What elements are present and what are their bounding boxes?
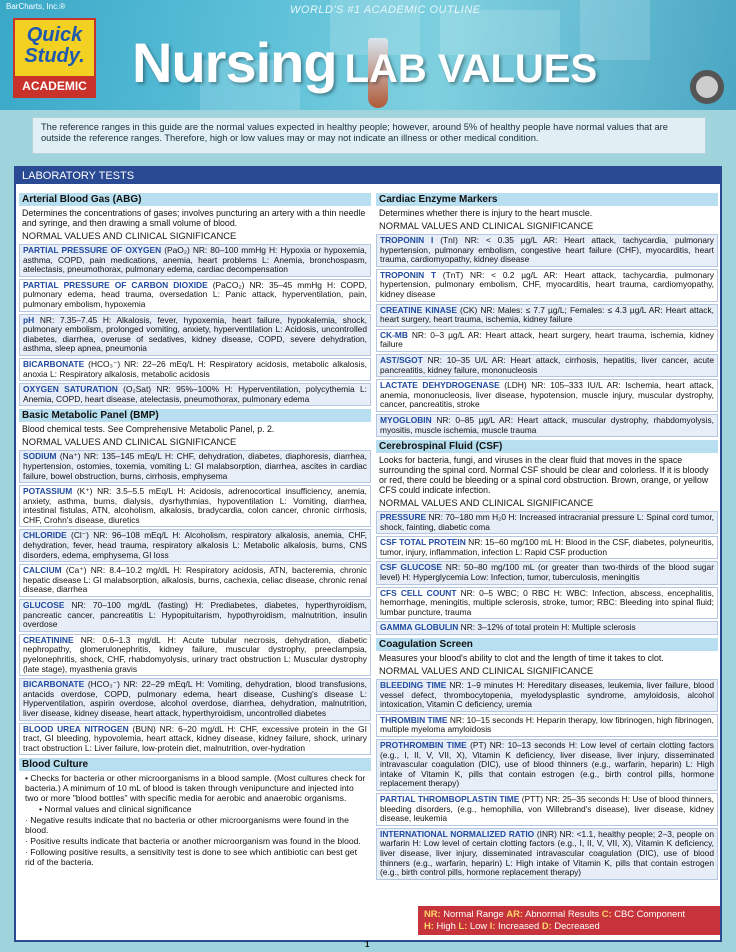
section-heading: Cerebrospinal Fluid (CSF) — [376, 440, 718, 453]
section-heading: Cardiac Enzyme Markers — [376, 193, 718, 206]
lab-value-entry — [376, 379, 718, 412]
test-values: (INR) NR: <1.1, healthy people; 2–3, people on warfarin H: Low level of certain clotting factors (e.g., I, II, V, VII, X), Vitamin K deficiency, liver disease, liver injury, disseminated intravascular coagulation (DIC), use of blood thinners (e.g., warfarin, heparin) L: High intake of Vitamin K, pills that contain estrogen (e.g., birth control pills, hormone replacement therapy) — [380, 828, 714, 878]
test-values: (PaO₂) NR: 80–100 mmHg H: Hypoxia or hypoxemia, asthma, COPD, pain medications, anemia, heart problems L: Anemia, bronchospasm, atelectasis, pneumothorax, pulmonary edema, cardiac decompensation — [23, 245, 367, 275]
right-sections — [376, 193, 718, 880]
quickstudy-logo — [13, 18, 96, 98]
lab-value-entry — [376, 536, 718, 559]
test-name: pH — [23, 314, 35, 325]
section-heading: Basic Metabolic Panel (BMP) — [19, 409, 371, 422]
test-values: (BUN) NR: 6–20 mg/dL H: CHF, excessive protein in the GI tract, GI bleeding, hypovolemia, heart attack, kidney disease, kidney failure, shock, urinary tract obstruction L: Liver failure, low-protein diet, malnutrition, over-hydration — [23, 723, 368, 753]
test-values: (PTT) NR: 25–35 seconds H: Use of blood thinners, bleeding disorders, (e.g., hemophilia, von Willebrand's disease), liver disease, kidney disease, leukemia — [380, 793, 714, 824]
legend-meaning: Decreased — [551, 920, 600, 931]
section-subheading: NORMAL VALUES AND CLINICAL SIGNIFICANCE — [22, 230, 237, 241]
test-name: CREATINE KINASE — [380, 304, 457, 315]
stethoscope-icon — [690, 70, 724, 104]
section-description: Blood chemical tests. See Comprehensive Metabolic Panel, p. 2. — [22, 424, 275, 435]
test-name: PROTHROMBIN TIME — [380, 740, 467, 750]
test-values: NR: 7.35–7.45 H: Alkalosis, fever, hypoxemia, heart failure, hypokalemia, shock, pulmonary embolism, prolonged vomiting, anxiety, hyperventilation L: Acidosis, uncontrolled diabetes, diarrhea, overuse of sedatives, kidney disease, COPD, severe dehydration, asthma, sleep apnea, pneumonia — [23, 314, 367, 354]
title-nursing: Nursing — [132, 31, 337, 94]
test-name: BICARBONATE — [23, 679, 85, 690]
legend-meaning: Increased — [495, 920, 542, 931]
lab-value-entry — [376, 511, 718, 534]
lab-value-entry — [376, 793, 718, 826]
blood-culture-item: • Normal values and clinical significance — [39, 804, 192, 815]
test-name: BLEEDING TIME — [380, 680, 447, 691]
lab-value-entry — [19, 529, 371, 562]
lab-value-entry — [376, 269, 718, 302]
section-description: Determines whether there is injury to the heart muscle. — [379, 208, 593, 218]
section-heading: Coagulation Screen — [376, 638, 718, 651]
lab-value-entry — [376, 414, 718, 437]
test-name: BLOOD UREA NITROGEN — [23, 723, 129, 734]
test-name: THROMBIN TIME — [380, 714, 448, 725]
lab-value-entry — [19, 678, 371, 720]
lab-value-entry — [376, 739, 718, 791]
lab-value-entry — [19, 314, 371, 356]
test-name: GLUCOSE — [23, 600, 65, 611]
test-values: NR: 10–35 U/L AR: Heart attack, cirrhosis, hepatitis, liver cancer, acute pancreatitis, kidney failure, mononucleosis — [380, 354, 714, 375]
test-name: PARTIAL PRESSURE OF CARBON DIOXIDE — [23, 279, 208, 290]
test-name: CSF TOTAL PROTEIN — [380, 537, 466, 548]
lab-value-entry — [19, 634, 371, 676]
test-values: (O₂Sat) NR: 95%–100% H: Hyperventilation, polycythemia L: Anemia, COPD, heart disease, atelectasis, pneumothorax, pulmonary edema — [23, 384, 367, 404]
legend-meaning: High — [433, 920, 459, 931]
page-title — [132, 30, 597, 95]
lab-value-entry — [19, 450, 371, 483]
blood-culture-item: · Following positive results, a sensitivity test is done to see which antibiotic can best get rid of the bacteria. — [25, 847, 357, 868]
header-banner — [0, 0, 736, 110]
test-values: NR: 3–12% of total protein H: Multiple sclerosis — [458, 622, 636, 633]
legend-abbr: I: — [489, 920, 496, 931]
test-name: GAMMA GLOBULIN — [380, 622, 459, 633]
lab-value-entry — [376, 304, 718, 327]
test-values: (Na⁺) NR: 135–145 mEq/L H: CHF, dehydration, diabetes, diaphoresis, diarrhea, hypertension, ostomies, toxemia, vomiting L: GI malabsorption, diarrhea, ascites in cardiac failure, bowel obstruction, burns, cirrhosis, emphysema — [23, 451, 367, 481]
test-name: CSF GLUCOSE — [380, 562, 442, 573]
test-name: AST/SGOT — [380, 354, 423, 365]
test-values: (LDH) NR: 105–333 IU/L AR: Ischemia, heart attack, anemia, mononucleosis, liver disease, hypotension, muscle injury, muscular dystrophy, cancer, pancreatitis, stroke — [380, 380, 714, 410]
title-lab-values: LAB VALUES — [344, 47, 598, 91]
section-heading: Arterial Blood Gas (ABG) — [19, 193, 371, 206]
legend-abbr: AR: — [506, 908, 523, 919]
test-name: CK-MB — [380, 329, 408, 340]
section-subheading: NORMAL VALUES AND CLINICAL SIGNIFICANCE — [22, 436, 237, 448]
test-name: CFS CELL COUNT — [380, 587, 457, 598]
test-values: NR: 0.6–1.3 mg/dL H: Acute tubular necrosis, dehydration, diabetic nephropathy, glomerulonephritis, kidney failure, muscular dystrophy, preeclampsia, pyelonephritis, shock, CHF, rhabdomyolysis, urinary tract obstruction L: Muscular dystrophy (late stage), myasthenia gravis — [23, 634, 367, 674]
lab-value-entry — [376, 329, 718, 352]
legend-abbr: H: — [424, 920, 434, 931]
blood-culture-item: · Positive results indicate that bacteria or another microorganism was found in the blood. — [25, 836, 361, 847]
test-name: POTASSIUM — [23, 486, 73, 497]
lab-value-entry — [19, 599, 371, 632]
section-description: Measures your blood's ability to clot and the length of time it takes to clot. — [379, 653, 664, 664]
test-values: (TnT) NR: < 0.2 µg/L AR: Heart attack, tachycardia, pulmonary hypertension, pulmonary embolism, CHF, myocarditis, heart trauma, cardiomyopathy, kidney disease — [380, 269, 714, 299]
test-values: (PT) NR: 10–13 seconds H: Low level of certain clotting factors (e.g., I, II, V, VII, X), Vitamin K deficiency, liver disease, liver injury, disseminated intravascular coagulation (DIC), use of blood thinners (e.g., warfarin, heparin) L: High intake of Vitamin K, pills that contain estrogen (e.g., birth control pills, hormone replacement therapy) — [380, 740, 714, 789]
test-values: NR: 10–15 seconds H: Heparin therapy, low fibrinogen, high fibrinogen, multiple myeloma amyloidosis — [380, 714, 714, 735]
legend-meaning: CBC Component — [611, 908, 686, 919]
legend-meaning: Low — [467, 920, 490, 931]
test-name: SODIUM — [23, 451, 57, 462]
lab-value-entry — [19, 244, 371, 277]
blood-culture-list — [19, 771, 371, 867]
lab-value-entry — [376, 354, 718, 377]
test-name: LACTATE DEHYDROGENASE — [380, 380, 500, 391]
legend-abbr: L: — [458, 920, 468, 931]
intro-text: The reference ranges in this guide are the normal values expected in healthy people; however, around 5% of healthy people have normal values that are outside the reference ranges. Therefore, high or low values may or may not indicate an illness or other medical condition. — [32, 117, 706, 154]
publisher-name: BarCharts, Inc.® — [6, 2, 66, 11]
lab-value-entry — [376, 828, 718, 880]
page-number: 1 — [365, 940, 370, 949]
lab-value-entry — [19, 485, 371, 527]
lab-value-entry — [19, 723, 371, 756]
test-name: CHLORIDE — [23, 530, 67, 541]
laboratory-tests-panel — [14, 166, 722, 942]
test-values: (TnI) NR: < 0.35 µg/L AR: Heart attack, tachycardia, pulmonary hypertension, pulmonary embolism, congestive heart failure (CHF), myocarditis, heart trauma, cardiomyopathy, kidney disease — [380, 235, 714, 265]
left-column — [19, 190, 371, 868]
lab-value-entry — [19, 279, 371, 312]
blood-culture-item: · Negative results indicate that no bacteria or other microorganisms were found in the blood. — [25, 815, 349, 836]
section-subheading: NORMAL VALUES AND CLINICAL SIGNIFICANCE — [379, 220, 594, 231]
test-name: MYOGLOBIN — [380, 414, 432, 425]
test-values: (Ca⁺) NR: 8.4–10.2 mg/dL H: Respiratory acidosis, ATN, bacteremia, chronic hepatic disease L: GI malabsorption, alkalosis, burns, cachexia, celiac disease, chronic renal disease, diarrhea — [23, 565, 367, 595]
test-values: NR: 70–100 mg/dL (fasting) H: Prediabetes, diabetes, hyperthyroidism, pancreatic cancer, pancreatitis L: Hypopituitarism, hypothyroidism, malnutrition, insulin overdose — [23, 600, 367, 630]
test-name: TROPONIN I — [380, 235, 434, 245]
test-values: (K⁺) NR: 3.5–5.5 mEq/L H: Acidosis, adrenocortical insufficiency, anemia, anxiety, asthma, burns, dialysis, dysrhythmias, hypoventilation L: Vomiting, diarrhea, intestinal fistulas, ATN, alcoholism, alkalosis, bradycardia, colon cancer, chronic cirrhosis, CHF, Crohn's disease, diuretics — [23, 486, 367, 525]
legend-abbr: D: — [541, 920, 552, 931]
legend-meaning: Abnormal Results — [523, 908, 602, 919]
test-name: OXYGEN SATURATION — [23, 384, 118, 395]
section-description: Looks for bacteria, fungi, and viruses in the clear fluid that moves in the space surrounding the spinal cord. Normal CSF should be clear and colorless. If it is bloody or red, there could be bleeding or a spinal cord obstruction. Brown, orange, or yellow CFS could indicate infection. — [379, 455, 709, 496]
lab-value-entry — [376, 561, 718, 584]
test-values: NR: 0–5 WBC; 0 RBC H: WBC: Infection, abscess, encephalitis, hemorrhage, meningitis, multiple sclerosis, stroke, tumor; RBC: Bleeding into spinal fluid; lumbar puncture, trauma — [380, 587, 714, 617]
section-subheading: NORMAL VALUES AND CLINICAL SIGNIFICANCE — [379, 497, 594, 509]
blood-culture-item: • Checks for bacteria or other microorganisms in a blood sample. (Most cultures check for bacteria.) A minimum of 10 mL of blood is taken through venipuncture and injected into two or more "blood bottles" with specific media for aerobic and anaerobic organisms. — [25, 773, 366, 804]
test-name: PRESSURE — [380, 512, 427, 523]
lab-value-entry — [19, 383, 371, 406]
laboratory-tests-heading: LABORATORY TESTS — [16, 168, 720, 184]
blood-culture-heading: Blood Culture — [19, 758, 371, 771]
test-name: INTERNATIONAL NORMALIZED RATIO — [380, 828, 535, 839]
test-values: NR: 0–85 µg/L AR: Heart attack, muscular dystrophy, rhabdomyolysis, myositis, muscle ischemia, muscle trauma — [380, 414, 714, 435]
lab-value-entry — [376, 621, 718, 635]
test-name: CALCIUM — [23, 565, 62, 576]
slogan: WORLD'S #1 ACADEMIC OUTLINE — [290, 4, 481, 16]
test-name: BICARBONATE — [23, 358, 85, 369]
test-values: NR: 0–3 µg/L AR: Heart attack, heart surgery, heart trauma, ischemia, kidney failure — [380, 329, 714, 350]
test-name: PARTIAL PRESSURE OF OXYGEN — [23, 245, 162, 255]
left-sections — [19, 193, 371, 755]
test-values: NR: 70–180 mm H₂0 H: Increased intracranial pressure L: Spinal cord tumor, shock, fainting, diabetic coma — [380, 512, 714, 532]
test-values: (PaCO₂) NR: 35–45 mmHg H: COPD, pulmonary edema, head trauma, oversedation L: Panic attack, hyperventilation, pain, pulmonary embolism, hypoxemia — [23, 279, 367, 309]
legend-abbr: NR: — [424, 908, 441, 919]
lab-value-entry — [376, 587, 718, 620]
test-values: NR: 50–80 mg/100 mL (or greater than two-thirds of the blood sugar level) H: Hyperglycemia Low: Infection, tumor, tuberculosis, meningitis — [380, 562, 714, 583]
test-name: CREATININE — [23, 634, 74, 645]
logo-study: Study. — [24, 45, 85, 67]
right-column — [376, 190, 718, 882]
section-description: Determines the concentrations of gases; involves puncturing an artery with a thin needle and syringe, and then drawing a small volume of blood. — [22, 208, 366, 228]
legend-abbr: C: — [601, 908, 612, 919]
legend-line-2 — [424, 920, 714, 932]
test-values: NR: 15–60 mg/100 mL H: Blood in the CSF, diabetes, polyneuritis, tumor, injury, inflammation, infection L: Rapid CSF production — [380, 537, 714, 557]
logo-academic: ACADEMIC — [15, 76, 94, 96]
logo-quick: Quick — [26, 24, 83, 46]
section-subheading: NORMAL VALUES AND CLINICAL SIGNIFICANCE — [379, 665, 594, 677]
legend-meaning: Normal Range — [440, 908, 507, 919]
test-values: (CK) NR: Males: ≤ 7.7 µg/L; Females: ≤ 4.3 µg/L AR: Heart attack, heart surgery, heart trauma, ischemia, kidney failure — [380, 304, 715, 325]
lab-value-entry — [376, 714, 718, 737]
test-values: (HCO₃⁻) NR: 22–29 mEq/L H: Vomiting, dehydration, blood transfusions, antacids overdose, COPD, pulmonary edema, heart disease, Cushing's disease L: Hyperventilation, aspirin overdose, alcohol overdose, diarrhea, dehydration, malnutrition, liver disease, kidney disease, heart attack, hyperthyroidism, uncontrolled diabetes — [23, 679, 367, 718]
test-values: (Cl⁻) NR: 96–108 mEq/L H: Alcoholism, respiratory alkalosis, anemia, CHF, dehydration, fever, head trauma, respiratory alkalosis L: Metabolic alkalosis, burns, CNS disorders, edema, emphysema, GI loss — [23, 530, 367, 560]
abbreviation-legend — [418, 906, 720, 935]
legend-line-1 — [424, 908, 714, 920]
lab-value-entry — [376, 679, 718, 712]
test-name: TROPONIN T — [380, 269, 437, 280]
lab-value-entry — [376, 234, 718, 267]
test-values: (HCO₃⁻) NR: 22–26 mEq/L H: Respiratory acidosis, metabolic alkalosis, anoxia L: Respiratory alkalosis, metabolic acidosis — [23, 358, 367, 379]
lab-value-entry — [19, 564, 371, 597]
lab-value-entry — [19, 358, 371, 381]
test-name: PARTIAL THROMBOPLASTIN TIME — [380, 793, 520, 804]
test-values: NR: 1–9 minutes H: Hereditary diseases, leukemia, liver failure, blood vessel defect, thrombocytopenia, myelodysplastic syndrome, amyloidosis, alcohol intoxication, Vitamin C deficiency, uremia — [380, 680, 714, 710]
